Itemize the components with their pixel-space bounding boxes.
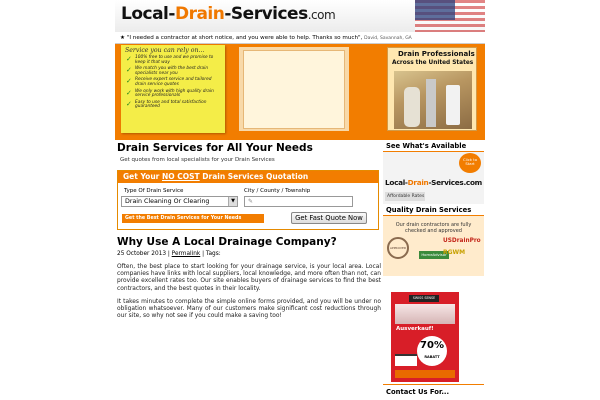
logo-part-2: Drain: [174, 4, 225, 24]
benefit-text: We match you with the best drain specialists near you: [135, 66, 209, 76]
ad-brand: SWISS SENSE: [409, 295, 439, 302]
widget-body[interactable]: [383, 152, 484, 204]
testimonial-bar: [115, 32, 485, 44]
sidebar-logo-part-3: -Services.com: [428, 178, 482, 187]
permalink-link[interactable]: Permalink: [171, 251, 201, 257]
drain-professionals-panel: [387, 47, 477, 131]
logo-part-3: -Services: [224, 4, 308, 24]
advertisement[interactable]: [391, 292, 459, 382]
quote-cta-banner: Get the Best Drain Services for Your Needs: [122, 214, 264, 223]
ad-image: [395, 304, 455, 324]
pros-subtitle: Across the United States: [392, 60, 474, 66]
sticky-note: [121, 45, 225, 133]
contact-us-heading: Contact Us For...: [383, 384, 484, 400]
article-meta: 25 October 2013 | Permalink | Tags:: [117, 251, 221, 257]
article-paragraph: Often, the best place to start looking for your drainage service, is your local area. Local companies have links with local suppliers, local knowledge, and more often than not, can provide excellent rates too. Our site enables buyers of drainage services to find the best contractors, and the best quotes in their locality.: [117, 264, 381, 292]
article-body: [117, 264, 381, 320]
service-type-select[interactable]: [121, 196, 238, 207]
approved-seal-icon: APPROVED: [387, 237, 409, 259]
article-paragraph: It takes minutes to complete the simple online forms provided, and you will be under no obligation whatsoever. Many of our customers make significant cost reductions through our site, so why not see if you could make a saving too!: [117, 298, 381, 320]
main-content: [117, 140, 381, 326]
sticky-note-title: Service you can rely on...: [125, 47, 205, 54]
hero-banner: [115, 44, 485, 140]
homeadvisor-badge: HomeAdvisor: [419, 251, 449, 259]
chevron-down-icon[interactable]: ▼: [228, 197, 237, 206]
sidebar-logo-part-2: Drain: [407, 178, 429, 187]
site-logo[interactable]: [121, 4, 335, 24]
benefit-item: [126, 90, 222, 99]
quote-form-header: [118, 171, 378, 183]
get-quote-button[interactable]: Get Fast Quote Now: [291, 212, 367, 224]
testimonial-text: ★ "I needed a contractor at short notice, and you were able to help. Thanks so much",: [120, 35, 363, 41]
quality-services-widget: [383, 205, 484, 276]
check-icon: ✓: [126, 77, 132, 86]
check-icon: ✓: [126, 99, 132, 108]
tags-label: | Tags:: [202, 251, 221, 257]
affordable-rates-tag: Affordable Rates: [387, 194, 425, 199]
rgwm-badge: RGWM: [443, 249, 466, 256]
service-type-value: Drain Cleaning Or Clearing: [125, 198, 210, 205]
article-date: 25 October 2013: [117, 251, 167, 257]
video-placeholder[interactable]: [239, 47, 349, 131]
page-title: Drain Services for All Your Needs: [117, 142, 313, 154]
benefit-text: We only work with high quality drain service professionals: [135, 88, 214, 99]
ad-headline: Ausverkauf!: [396, 326, 434, 332]
pros-title: Drain Professionals: [398, 50, 475, 58]
benefit-text: Easy to use and total satisfaction guaranteed: [135, 99, 207, 110]
plumbing-photo: [394, 71, 472, 129]
benefit-text: Receive expert service and tailored drain service quotes: [135, 77, 212, 87]
benefit-item: [126, 101, 222, 110]
widget-body: [383, 216, 484, 276]
see-whats-available-widget: [383, 140, 484, 205]
testimonial-source: David, Savannah, GA: [364, 36, 412, 41]
logo-part-4: .com: [307, 8, 336, 22]
benefit-item: [126, 78, 222, 87]
pencil-icon: ✎: [248, 198, 254, 205]
quality-text: Our drain contractors are fully checked and approved: [395, 222, 472, 234]
click-to-start-badge[interactable]: Click to Start: [459, 153, 481, 173]
benefit-item: [126, 67, 222, 76]
city-input[interactable]: [244, 196, 353, 207]
usdrainpro-logo: USDrainPro: [443, 238, 481, 244]
discount-value: 70%: [420, 340, 444, 351]
sidebar: [383, 140, 484, 396]
no-cost-text: NO COST: [161, 172, 200, 181]
service-type-label: Type Of Drain Service: [124, 188, 184, 194]
page-subtitle: Get quotes from local specialists for your Drain Services: [120, 157, 275, 163]
quote-header-text: Get Your: [123, 172, 162, 181]
check-icon: ✓: [126, 55, 132, 63]
site-header: [115, 0, 485, 32]
quote-header-text-end: Drain Services Quotation: [199, 172, 309, 181]
article-title[interactable]: Why Use A Local Drainage Company?: [117, 236, 337, 248]
sidebar-logo: [385, 178, 482, 187]
benefits-list: [121, 56, 225, 110]
ad-footer-bar: [395, 370, 455, 378]
widget-title: See What's Available: [383, 140, 484, 152]
us-flag-image: [415, 0, 485, 32]
logo-part-1: Local-: [121, 4, 175, 24]
discount-badge: [417, 336, 447, 366]
discount-label: RABATT: [424, 355, 440, 359]
check-icon: ✓: [126, 66, 132, 75]
sidebar-logo-part-1: Local-: [385, 178, 408, 187]
benefit-item: [126, 56, 222, 65]
city-label: City / County / Township: [244, 188, 311, 194]
page: [115, 0, 485, 400]
check-icon: ✓: [126, 88, 132, 97]
widget-title: Quality Drain Services: [383, 205, 484, 216]
benefit-text: 100% free to use and we promise to keep it that way: [135, 55, 214, 65]
bed-image: [395, 354, 417, 366]
quote-form: [117, 170, 379, 230]
